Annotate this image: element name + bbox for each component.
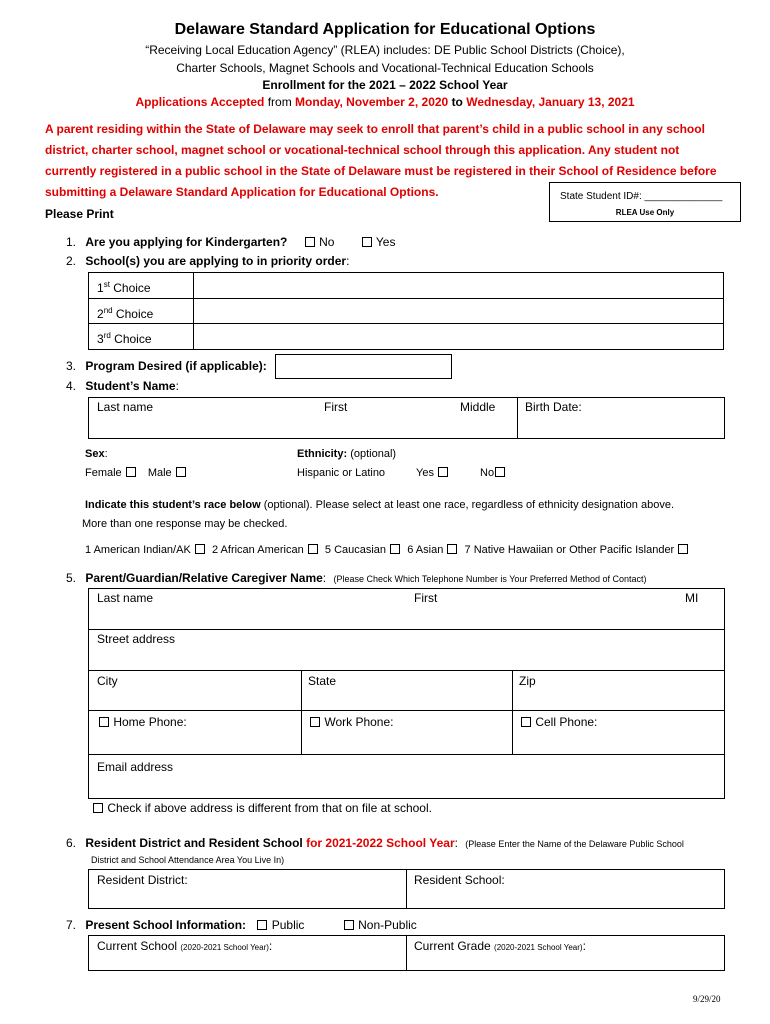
contact-note: (Please Check Which Telephone Number is Your Preferred Method of Contact) (333, 574, 647, 584)
header-line-3: Enrollment for the 2021 – 2022 School Year (262, 78, 508, 92)
race-option-label: 2 African American (211, 544, 304, 556)
question-7 (66, 918, 417, 932)
work-phone-checkbox[interactable] (310, 717, 320, 727)
program-input[interactable] (275, 354, 452, 379)
q-num: 3. (66, 359, 77, 373)
q-num: 5. (66, 571, 77, 585)
schools-label: School(s) you are applying to in priority order (85, 254, 347, 268)
birth-date: Birth Date: (525, 400, 582, 414)
work-phone-label: Work Phone: (324, 715, 394, 729)
asian-checkbox[interactable] (447, 544, 457, 554)
ethnicity-text: Ethnicity: (297, 448, 348, 460)
race-instructions (85, 499, 674, 511)
resident-note-2: District and School Attendance Area You Live In) (91, 855, 285, 865)
race-option-label: 1 American Indian/AK (85, 544, 191, 556)
yes-label: Yes (416, 467, 434, 479)
q-num: 4. (66, 379, 77, 393)
student-name-input[interactable] (89, 415, 516, 438)
female-label: Female (85, 467, 122, 479)
email-label: Email address (97, 760, 174, 774)
resident-year: for 2021-2022 School Year (306, 836, 455, 850)
address-different (92, 801, 432, 815)
choice-text: Choice (110, 332, 152, 346)
student-first-name: First (324, 400, 348, 414)
home-phone-checkbox[interactable] (99, 717, 109, 727)
parent-name-input[interactable] (89, 606, 724, 628)
choice-text: Choice (109, 281, 151, 295)
zip-label: Zip (519, 674, 536, 688)
rlea-use-box (549, 182, 741, 222)
email-input[interactable] (89, 776, 724, 798)
header-line-2: Charter Schools, Magnet Schools and Vocational-Technical Education Schools (176, 61, 594, 75)
colon: : (268, 939, 273, 953)
kindergarten-yes-checkbox[interactable] (362, 237, 372, 247)
current-school-text: Current School (97, 939, 178, 953)
page-title: Delaware Standard Application for Educational Options (174, 21, 596, 38)
yes-label: Yes (375, 235, 396, 249)
table-divider (512, 670, 513, 754)
cell-phone-checkbox[interactable] (521, 717, 531, 727)
choice-sup: st (103, 280, 110, 289)
choice-num: 1 (97, 281, 104, 295)
sex-options (85, 467, 187, 479)
question-6 (66, 836, 684, 850)
resident-note: (Please Enter the Name of the Delaware Public School (465, 839, 684, 849)
q-num: 7. (66, 918, 77, 932)
present-school-label: Present School Information: (85, 918, 247, 932)
race-option-label: 6 Asian (407, 544, 444, 556)
address-different-checkbox[interactable] (93, 803, 103, 813)
question-2 (66, 254, 349, 268)
race-option-label: 5 Caucasian (324, 544, 387, 556)
race-instruction-bold: Indicate this student’s race below (85, 499, 261, 511)
public-checkbox[interactable] (257, 920, 267, 930)
kindergarten-no-checkbox[interactable] (305, 237, 315, 247)
cell-phone (520, 715, 597, 729)
colon: : (322, 571, 327, 585)
race-options (85, 544, 689, 556)
american-indian-checkbox[interactable] (195, 544, 205, 554)
resident-label: Resident District and Resident School (85, 836, 303, 850)
notice-line: currently registered in a public school in the State of Delaware must be registered in their School of Residence before (45, 164, 717, 178)
resident-district-label: Resident District: (97, 873, 188, 887)
program-label: Program Desired (if applicable): (85, 359, 267, 373)
question-1 (66, 235, 395, 249)
african-american-checkbox[interactable] (308, 544, 318, 554)
q-num: 6. (66, 836, 77, 850)
student-last-name: Last name (97, 400, 154, 414)
table-divider (193, 272, 194, 350)
no-label: No (480, 467, 495, 479)
work-phone (309, 715, 394, 729)
student-name-label: Student’s Name (85, 379, 176, 393)
choice-text: Choice (112, 307, 154, 321)
race-instruction-text: (optional). Please select at least one race, regardless of ethnicity designation above. (260, 499, 674, 511)
start-date: Monday, November 2, 2020 (295, 95, 449, 109)
hispanic-label: Hispanic or Latino (297, 467, 386, 479)
ethnicity-label (297, 448, 396, 460)
caucasian-checkbox[interactable] (390, 544, 400, 554)
hispanic-yes-checkbox[interactable] (438, 467, 448, 477)
nonpublic-checkbox[interactable] (344, 920, 354, 930)
optional-text: (optional) (350, 448, 397, 460)
colon: : (104, 448, 108, 460)
birth-date-input[interactable] (518, 415, 724, 438)
choice-3-input[interactable] (195, 324, 723, 349)
table-divider (301, 670, 302, 754)
city-label: City (97, 674, 118, 688)
current-grade-label (414, 939, 586, 953)
parent-last-name: Last name (97, 591, 154, 605)
hispanic-yes (416, 467, 449, 479)
choice-2-label (97, 306, 153, 321)
colon: : (346, 254, 350, 268)
state-student-id: State Student ID#: ______________ (560, 191, 723, 202)
race-option-label: 7 Native Hawaiian or Other Pacific Islander (464, 544, 675, 556)
q-num: 2. (66, 254, 77, 268)
choice-3-label (97, 331, 152, 346)
choice-num: 2 (97, 307, 104, 321)
choice-sup: rd (103, 331, 111, 340)
question-5 (66, 571, 646, 585)
colon: : (582, 939, 586, 953)
nonpublic-label: Non-Public (358, 918, 417, 932)
end-date: Wednesday, January 13, 2021 (466, 95, 635, 109)
student-middle-name: Middle (460, 400, 496, 414)
kindergarten-label: Are you applying for Kindergarten? (85, 235, 288, 249)
please-print: Please Print (45, 207, 114, 221)
q-num: 1. (66, 235, 77, 249)
choice-2-input[interactable] (195, 299, 723, 322)
male-label: Male (147, 467, 172, 479)
current-grade-text: Current Grade (414, 939, 491, 953)
state-label: State (308, 674, 337, 688)
parent-first-name: First (414, 591, 438, 605)
hispanic-no (480, 467, 506, 479)
race-multiple-note: More than one response may be checked. (82, 518, 288, 530)
home-phone-label: Home Phone: (113, 715, 187, 729)
sex-label (85, 448, 108, 460)
current-grade-year: (2020-2021 School Year) (494, 943, 583, 952)
zip-input[interactable] (513, 689, 724, 709)
choice-num: 3 (97, 332, 104, 346)
notice-line: A parent residing within the State of Delaware may seek to enroll that parent’s child in a public school in any school (45, 122, 705, 136)
state-input[interactable] (302, 689, 511, 709)
header-line-1: “Receiving Local Education Agency” (RLEA) includes: DE Public School Districts (Choice), (145, 43, 625, 57)
table-divider (88, 710, 725, 711)
choice-1-input[interactable] (195, 273, 723, 297)
parent-mi: MI (685, 591, 699, 605)
colon: : (175, 379, 179, 393)
table-divider (88, 629, 725, 630)
public-label: Public (271, 918, 305, 932)
street-address-label: Street address (97, 632, 176, 646)
choice-1-label (97, 280, 151, 295)
current-school-input[interactable] (89, 953, 405, 970)
city-input[interactable] (89, 689, 300, 709)
question-3 (66, 359, 267, 373)
from-text: from (267, 95, 292, 109)
male-checkbox[interactable] (176, 467, 186, 477)
current-school-label (97, 939, 272, 953)
address-different-label: Check if above address is different from that on file at school. (107, 801, 432, 815)
current-school-year: (2020-2021 School Year) (180, 943, 269, 952)
resident-school-label: Resident School: (414, 873, 505, 887)
table-divider (88, 754, 725, 755)
resident-district-input[interactable] (89, 888, 405, 908)
female-checkbox[interactable] (126, 467, 136, 477)
street-address-input[interactable] (89, 647, 724, 669)
notice-line: district, charter school, magnet school or vocational-technical school through this application. Any student not (45, 143, 680, 157)
pacific-islander-checkbox[interactable] (678, 544, 688, 554)
colon: : (454, 836, 458, 850)
cell-phone-label: Cell Phone: (535, 715, 598, 729)
apps-accepted-label: Applications Accepted (135, 95, 265, 109)
hispanic-no-checkbox[interactable] (495, 467, 505, 477)
current-grade-input[interactable] (407, 953, 724, 970)
notice-line: submitting a Delaware Standard Application for Educational Options. (45, 185, 439, 199)
parent-name-label: Parent/Guardian/Relative Caregiver Name (85, 571, 323, 585)
to-text: to (451, 95, 463, 109)
home-phone (98, 715, 187, 729)
revision-date: 9/29/20 (693, 994, 721, 1004)
no-label: No (319, 235, 335, 249)
rlea-use-only: RLEA Use Only (615, 208, 675, 217)
table-divider (88, 670, 725, 671)
resident-school-input[interactable] (407, 888, 724, 908)
application-dates (0, 95, 770, 109)
choice-sup: nd (103, 306, 113, 315)
sex-text: Sex (85, 448, 105, 460)
question-4 (66, 379, 179, 393)
